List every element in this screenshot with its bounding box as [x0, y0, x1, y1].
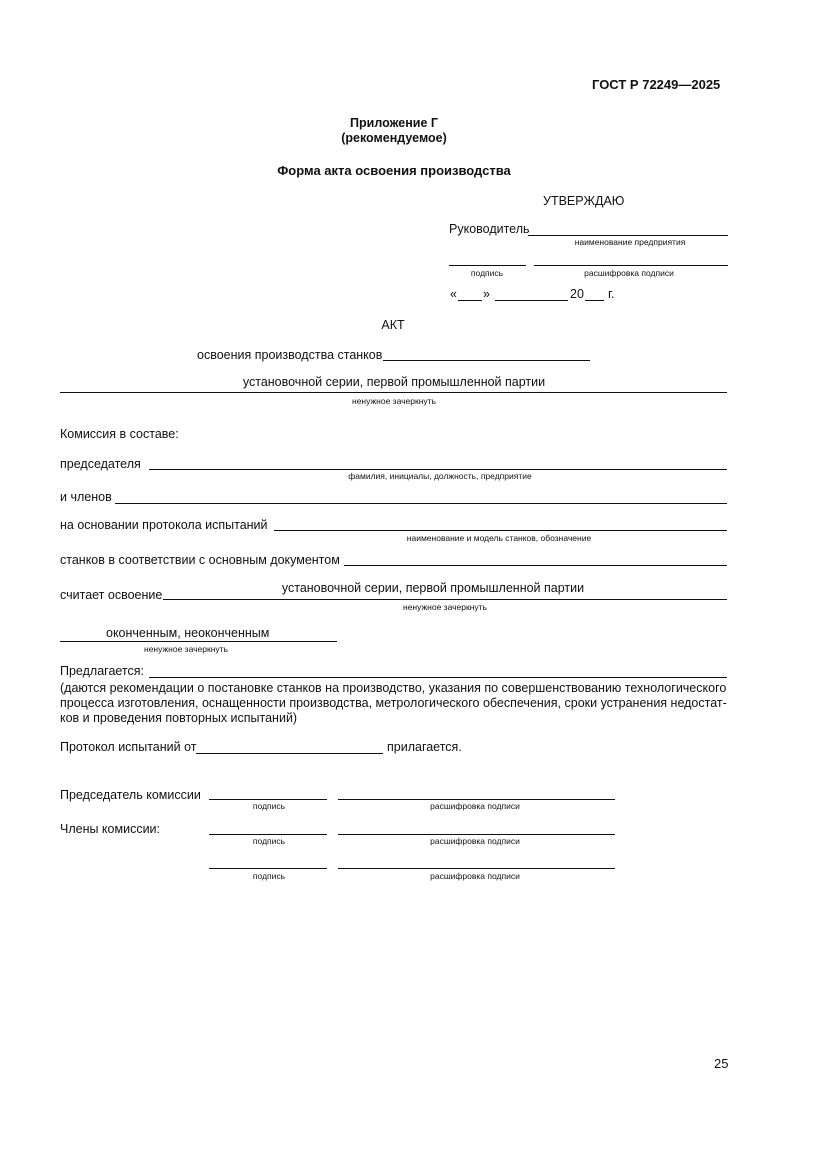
sig-member1-signature-caption: подпись	[252, 836, 286, 846]
form-title: Форма акта освоения производства	[277, 163, 511, 178]
document-line[interactable]	[344, 565, 727, 566]
sig-chairman-signature-caption: подпись	[252, 801, 286, 811]
considers-label: считает освоение	[60, 588, 163, 602]
act-title: АКТ	[381, 318, 405, 332]
chairman-label: председателя	[60, 457, 141, 471]
sig-chairman-signature-line[interactable]	[209, 799, 327, 800]
act-subject-line[interactable]	[383, 360, 590, 361]
page-number: 25	[714, 1056, 729, 1071]
act-cross-out-caption: ненужное зачеркнуть	[352, 396, 436, 406]
protocol-suffix: прилагается.	[387, 740, 462, 754]
considers-caption: ненужное зачеркнуть	[403, 602, 487, 612]
proposed-note-line-3: ков и проведения повторных испытаний)	[60, 711, 298, 725]
sig-chairman-decoding-caption: расшифровка подписи	[430, 801, 520, 811]
sig-member2-decoding-caption: расшифровка подписи	[430, 871, 520, 881]
proposed-line[interactable]	[149, 677, 727, 678]
act-series-line[interactable]	[60, 392, 727, 393]
chairman-caption: фамилия, инициалы, должность, предприятие	[348, 471, 532, 481]
sig-chairman-label: Председатель комиссии	[60, 788, 201, 802]
head-caption: наименование предприятия	[574, 237, 686, 247]
considers-line[interactable]	[163, 599, 727, 600]
protocol-date-line[interactable]	[196, 753, 383, 754]
act-series-text: установочной серии, первой промышленной партии	[242, 375, 546, 389]
approval-decoding-line[interactable]	[534, 265, 728, 266]
chairman-line[interactable]	[149, 469, 727, 470]
proposed-note-line-2: процесса изготовления, оснащенности производства, метрологического обеспечения, сроки устранения недостат-	[60, 696, 727, 710]
protocol-label: Протокол испытаний от	[60, 740, 197, 754]
commission-label: Комиссия в составе:	[60, 427, 179, 441]
sig-members-label: Члены комиссии:	[60, 822, 161, 836]
sig-member2-signature-caption: подпись	[252, 871, 286, 881]
completed-line[interactable]	[60, 641, 337, 642]
date-open-quote: «	[450, 287, 457, 301]
completed-caption: ненужное зачеркнуть	[144, 644, 228, 654]
act-subject-label: освоения производства станков	[197, 348, 383, 362]
appendix-subtitle: (рекомендуемое)	[341, 131, 447, 145]
standard-number: ГОСТ Р 72249—2025	[592, 77, 721, 92]
approval-decoding-caption: расшифровка подписи	[584, 268, 674, 278]
approval-signature-line[interactable]	[449, 265, 526, 266]
year-prefix: 20	[570, 287, 584, 301]
appendix-title: Приложение Г	[350, 116, 438, 130]
considers-series-text: установочной серии, первой промышленной партии	[281, 581, 585, 595]
sig-chairman-decoding-line[interactable]	[338, 799, 615, 800]
date-year-line[interactable]	[585, 300, 604, 301]
document-label: станков в соответствии с основным документом	[60, 553, 340, 567]
protocol-basis-line[interactable]	[274, 530, 727, 531]
date-day-line[interactable]	[458, 300, 482, 301]
sig-member2-signature-line[interactable]	[209, 868, 327, 869]
year-suffix: г.	[608, 287, 615, 301]
sig-member1-decoding-caption: расшифровка подписи	[430, 836, 520, 846]
members-line[interactable]	[115, 503, 727, 504]
head-name-line[interactable]	[528, 235, 728, 236]
machines-caption: наименование и модель станков, обозначение	[406, 533, 592, 543]
completed-text: оконченным, неоконченным	[106, 626, 270, 640]
head-label: Руководитель	[449, 222, 530, 236]
sig-member2-decoding-line[interactable]	[338, 868, 615, 869]
date-month-line[interactable]	[495, 300, 568, 301]
sig-member1-decoding-line[interactable]	[338, 834, 615, 835]
approval-signature-caption: подпись	[470, 268, 504, 278]
sig-member1-signature-line[interactable]	[209, 834, 327, 835]
members-label: и членов	[60, 490, 112, 504]
date-close-quote: »	[483, 287, 490, 301]
proposed-note-line-1: (даются рекомендации о постановке станков на производство, указания по совершенствованию технологического	[60, 681, 727, 695]
approve-label: УТВЕРЖДАЮ	[543, 194, 625, 208]
protocol-basis-label: на основании протокола испытаний	[60, 518, 268, 532]
proposed-label: Предлагается:	[60, 664, 145, 678]
